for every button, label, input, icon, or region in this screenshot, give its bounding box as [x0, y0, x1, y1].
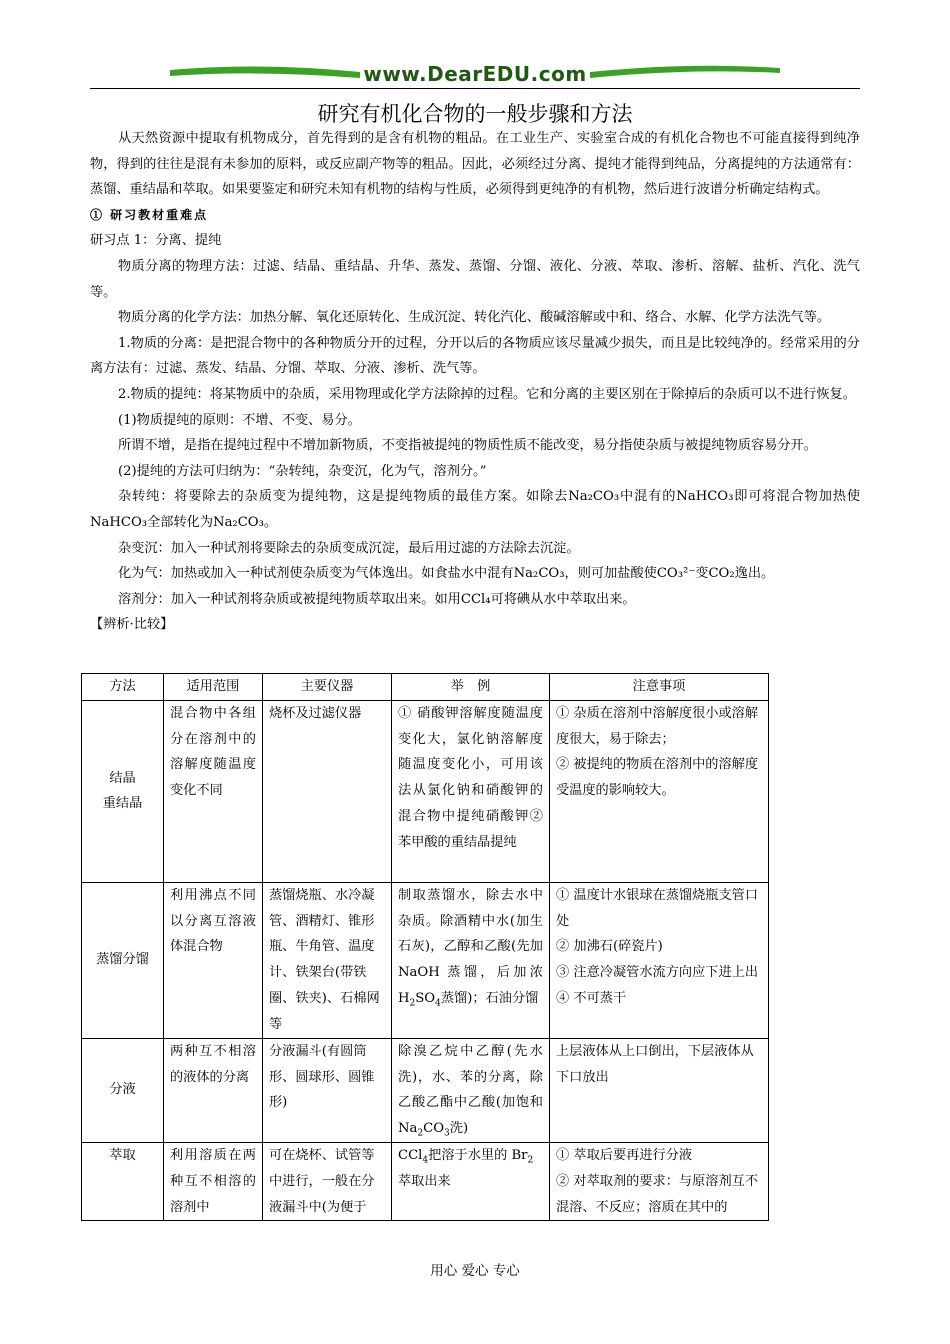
page-footer: 用心 爱心 专心	[430, 1263, 520, 1279]
section-heading: ① 研习教材重难点	[90, 207, 209, 222]
intro-paragraph: 从天然资源中提取有机物成分，首先得到的是含有机物的粗品。在工业生产、实验室合成的有机化合物也不可能直接得到纯净物，得到的往往是混有未参加的原料，或反应副产物等的粗品。因此，必须经过分离、提纯才能得到纯品，分离提纯的方法通常有：蒸馏、重结晶和萃取。如果要鉴定和研究未知有机物的结构与性质，必须得到更纯净的有机物，然后进行波谱分析确定结构式。	[90, 131, 860, 198]
purification-principle: (1)物质提纯的原则：不增、不变、易分。	[118, 412, 361, 428]
table-header: 举 例	[392, 674, 550, 701]
scope-cell: 利用沸点不同以分离互溶液体混合物	[164, 882, 263, 1038]
method-cell: 结晶 重结晶	[82, 700, 164, 882]
table-row	[82, 882, 769, 1038]
impurity-to-gas: 化为气：加热或加入一种试剂使杂质变为气体逸出。如食盐水中混有Na₂CO₃，则可加盐酸使CO₃²⁻变CO₂逸出。	[118, 566, 775, 582]
scope-cell: 混合物中各组分在溶剂中的溶解度随温度变化不同	[164, 700, 263, 882]
table-row	[82, 1142, 769, 1220]
notes-cell: 上层液体从上口倒出，下层液体从下口放出	[550, 1038, 769, 1142]
method-summary: (2)提纯的方法可归纳为：“杂转纯，杂变沉，化为气，溶剂分。”	[118, 463, 487, 479]
method-cell: 分液	[82, 1038, 164, 1142]
purification-definition: 2.物质的提纯：将某物质中的杂质，采用物理或化学方法除掉的过程。它和分离的主要区别在于除掉后的杂质可以不进行恢复。	[118, 386, 856, 402]
table-header: 适用范围	[164, 674, 263, 701]
table-row	[82, 1038, 769, 1142]
example-cell: ① 硝酸钾溶解度随温度变化大，氯化钠溶解度随温度变化小，可用该法从氯化钠和硝酸钾的混合物中提纯硝酸钾②苯甲酸的重结晶提纯	[392, 700, 550, 882]
impurity-to-precipitate: 杂变沉：加入一种试剂将要除去的杂质变成沉淀，最后用过滤的方法除去沉淀。	[118, 540, 580, 556]
site-logo-text: www.DearEDU.com	[363, 62, 587, 86]
notes-cell: ① 萃取后要再进行分液 ② 对萃取剂的要求：与原溶剂互不混溶、不反应；溶质在其中的	[550, 1142, 769, 1220]
notes-cell: ① 杂质在溶剂中溶解度很小或溶解度很大，易于除去； ② 被提纯的物质在溶剂中的溶解度受温度的影响较大。	[550, 700, 769, 882]
notes-cell: ① 温度计水银球在蒸馏烧瓶支管口处 ② 加沸石(碎瓷片) ③ 注意冷凝管水流方向应下进上出 ④ 不可蒸干	[550, 882, 769, 1038]
table-header: 注意事项	[550, 674, 769, 701]
study-point-1: 研习点 1：分离、提纯	[90, 233, 222, 249]
example-cell: 制取蒸馏水，除去水中杂质。除酒精中水(加生石灰)，乙醇和乙酸(先加 NaOH 蒸馏，后加浓 $H_2SO_4$蒸馏)；石油分馏	[392, 882, 550, 1038]
example-cell: 除溴乙烷中乙醇(先水洗)，水、苯的分离，除乙酸乙酯中乙酸(加饱和 $Na_2CO_3$洗)	[392, 1038, 550, 1142]
impurity-to-product: 杂转纯：将要除去的杂质变为提纯物，这是提纯物质的最佳方案。如除去Na₂CO₃中混有的NaHCO₃即可将混合物加热使NaHCO₃全部转化为Na₂CO₃。	[90, 489, 861, 530]
tools-cell: 可在烧杯、试管等中进行，一般在分液漏斗中(为便于	[263, 1142, 392, 1220]
table-header: 主要仪器	[263, 674, 392, 701]
tools-cell: 烧杯及过滤仪器	[263, 700, 392, 882]
document-body	[90, 126, 860, 638]
physical-methods: 物质分离的物理方法：过滤、结晶、重结晶、升华、蒸发、蒸馏、分馏、液化、分液、萃取、渗析、溶解、盐析、汽化、洗气等。	[90, 258, 860, 300]
page-header	[90, 60, 860, 92]
tools-cell: 分液漏斗(有圆筒形、圆球形、圆锥形)	[263, 1038, 392, 1142]
example-cell: CCl$_4$把溶于水里的 $Br_2$萃取出来	[392, 1142, 550, 1220]
scope-cell: 两种互不相溶的液体的分离	[164, 1038, 263, 1142]
method-cell: 萃取	[82, 1142, 164, 1220]
chemical-methods: 物质分离的化学方法：加热分解、氧化还原转化、生成沉淀、转化汽化、酸碱溶解或中和、络合、水解、化学方法洗气等。	[118, 310, 831, 326]
tools-cell: 蒸馏烧瓶、水冷凝管、酒精灯、锥形瓶、牛角管、温度计、铁架台(带铁圈、铁夹)、石棉网等	[263, 882, 392, 1038]
table-row	[82, 700, 769, 882]
compare-label: 【辨析·比较】	[90, 617, 174, 633]
method-cell: 蒸馏分馏	[82, 882, 164, 1038]
scope-cell: 利用溶质在两种互不相溶的溶剂中	[164, 1142, 263, 1220]
table-header-row	[82, 674, 769, 701]
principle-explanation: 所谓不增，是指在提纯过程中不增加新物质，不变指被提纯的物质性质不能改变，易分指使杂质与被提纯物质容易分开。	[118, 438, 817, 454]
page-title: 研究有机化合物的一般步骤和方法	[317, 102, 633, 126]
comparison-table	[81, 673, 769, 1221]
table-header: 方法	[82, 674, 164, 701]
header-rule	[90, 88, 860, 89]
solvent-extraction: 溶剂分：加入一种试剂将杂质或被提纯物质萃取出来。如用CCl₄可将碘从水中萃取出来。	[118, 591, 636, 607]
separation-definition: 1.物质的分离：是把混合物中的各种物质分开的过程，分开以后的各物质应该尽量减少损失，而且是比较纯净的。经常采用的分离方法有：过滤、蒸发、结晶、分馏、萃取、分液、渗析、洗气等。	[90, 335, 860, 377]
